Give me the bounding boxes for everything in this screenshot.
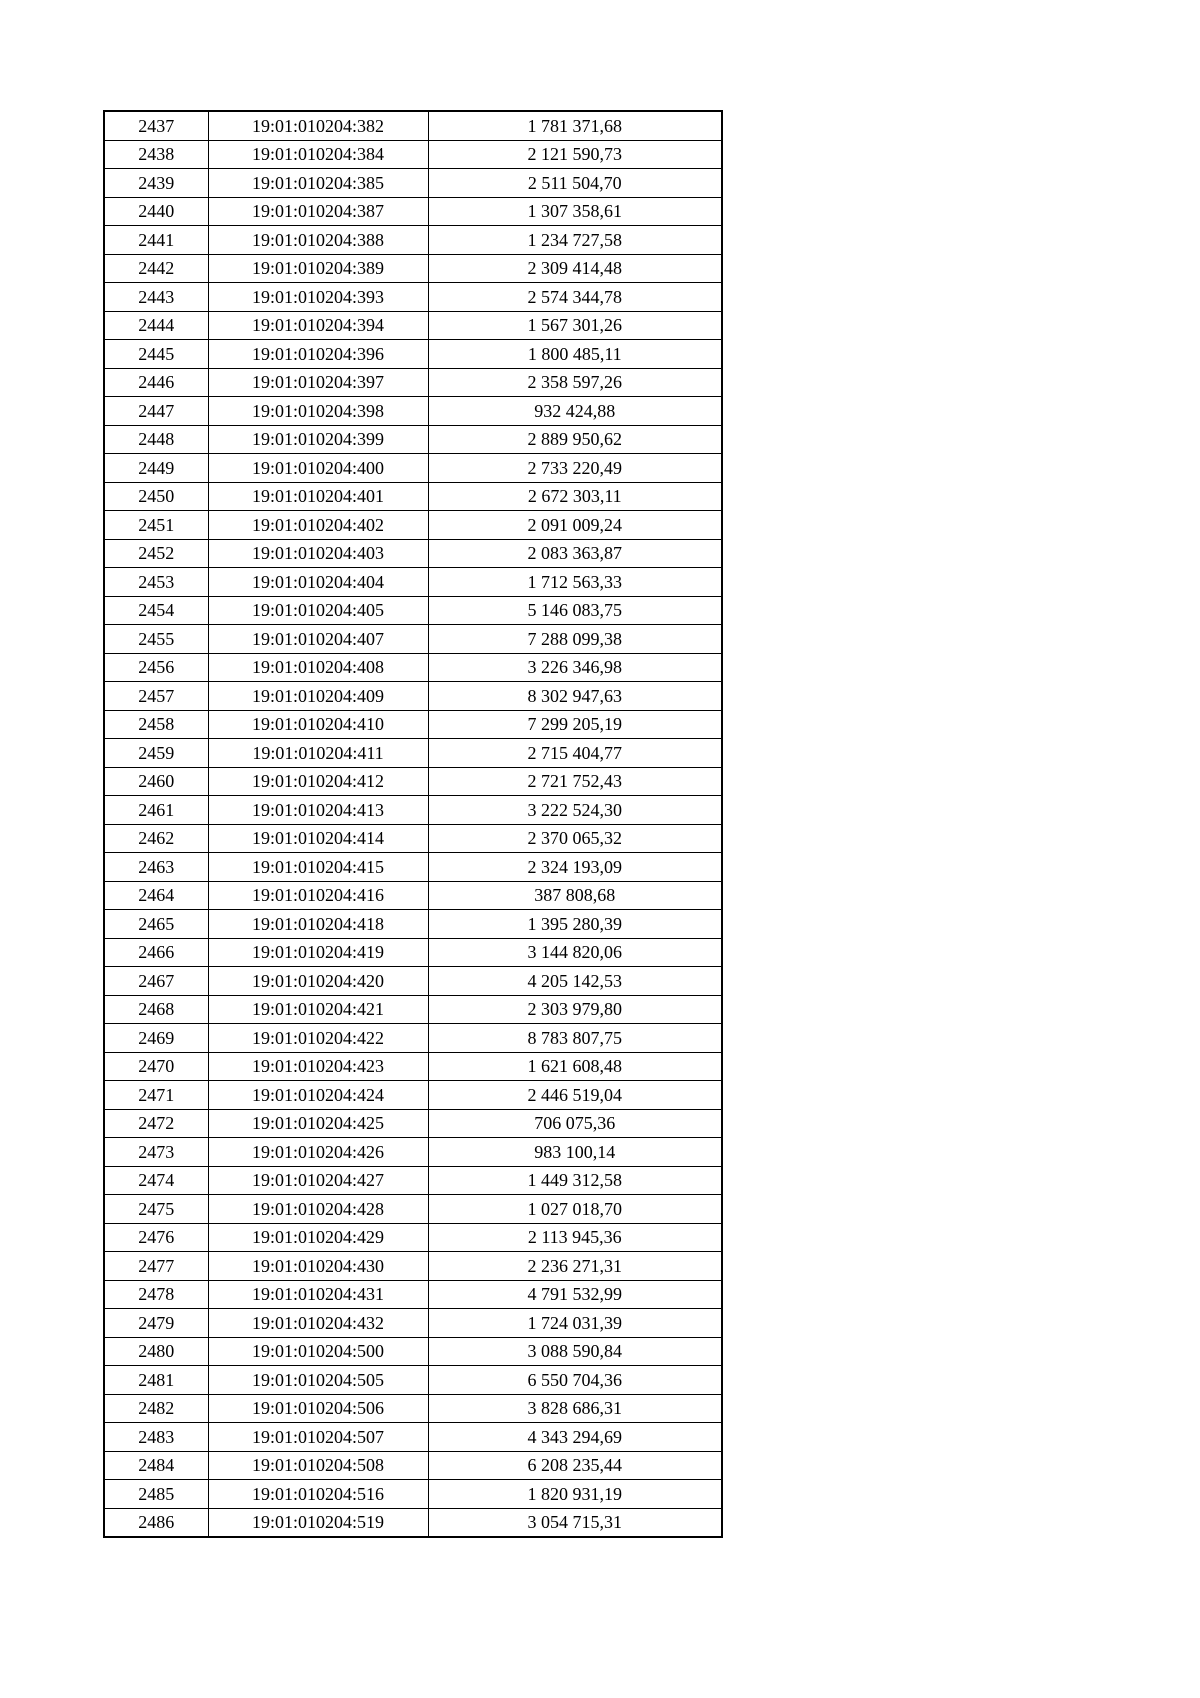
table-row bbox=[104, 596, 722, 625]
cadastral-number-cell: 19:01:010204:382 bbox=[208, 111, 428, 140]
table-row bbox=[104, 1480, 722, 1509]
cadastral-value-cell: 1 820 931,19 bbox=[428, 1480, 722, 1509]
cadastral-value-cell: 3 144 820,06 bbox=[428, 938, 722, 967]
cadastral-number-cell: 19:01:010204:431 bbox=[208, 1280, 428, 1309]
row-number-cell: 2453 bbox=[104, 568, 208, 597]
cadastral-value-cell: 706 075,36 bbox=[428, 1109, 722, 1138]
table-row bbox=[104, 226, 722, 255]
table-row bbox=[104, 340, 722, 369]
cadastral-number-cell: 19:01:010204:508 bbox=[208, 1451, 428, 1480]
table-row bbox=[104, 454, 722, 483]
cadastral-number-cell: 19:01:010204:398 bbox=[208, 397, 428, 426]
row-number-cell: 2455 bbox=[104, 625, 208, 654]
row-number-cell: 2447 bbox=[104, 397, 208, 426]
row-number-cell: 2470 bbox=[104, 1052, 208, 1081]
cadastral-value-cell: 1 712 563,33 bbox=[428, 568, 722, 597]
cadastral-number-cell: 19:01:010204:407 bbox=[208, 625, 428, 654]
table-row bbox=[104, 539, 722, 568]
row-number-cell: 2484 bbox=[104, 1451, 208, 1480]
cadastral-number-cell: 19:01:010204:506 bbox=[208, 1394, 428, 1423]
row-number-cell: 2480 bbox=[104, 1337, 208, 1366]
cadastral-number-cell: 19:01:010204:409 bbox=[208, 682, 428, 711]
cadastral-value-cell: 2 511 504,70 bbox=[428, 169, 722, 198]
table-row bbox=[104, 1366, 722, 1395]
cadastral-value-cell: 932 424,88 bbox=[428, 397, 722, 426]
row-number-cell: 2442 bbox=[104, 254, 208, 283]
cadastral-number-cell: 19:01:010204:432 bbox=[208, 1309, 428, 1338]
cadastral-number-cell: 19:01:010204:423 bbox=[208, 1052, 428, 1081]
row-number-cell: 2465 bbox=[104, 910, 208, 939]
cadastral-number-cell: 19:01:010204:516 bbox=[208, 1480, 428, 1509]
cadastral-value-cell: 2 324 193,09 bbox=[428, 853, 722, 882]
cadastral-value-cell: 1 307 358,61 bbox=[428, 197, 722, 226]
cadastral-value-cell: 2 370 065,32 bbox=[428, 824, 722, 853]
row-number-cell: 2446 bbox=[104, 368, 208, 397]
cadastral-value-cell: 1 395 280,39 bbox=[428, 910, 722, 939]
cadastral-value-cell: 2 446 519,04 bbox=[428, 1081, 722, 1110]
table-row bbox=[104, 739, 722, 768]
row-number-cell: 2438 bbox=[104, 140, 208, 169]
table-row bbox=[104, 397, 722, 426]
cadastral-value-cell: 2 715 404,77 bbox=[428, 739, 722, 768]
cadastral-number-cell: 19:01:010204:410 bbox=[208, 710, 428, 739]
cadastral-number-cell: 19:01:010204:415 bbox=[208, 853, 428, 882]
cadastral-number-cell: 19:01:010204:500 bbox=[208, 1337, 428, 1366]
cadastral-value-cell: 2 358 597,26 bbox=[428, 368, 722, 397]
cadastral-number-cell: 19:01:010204:425 bbox=[208, 1109, 428, 1138]
table-row bbox=[104, 140, 722, 169]
row-number-cell: 2449 bbox=[104, 454, 208, 483]
cadastral-value-cell: 8 783 807,75 bbox=[428, 1024, 722, 1053]
row-number-cell: 2472 bbox=[104, 1109, 208, 1138]
row-number-cell: 2469 bbox=[104, 1024, 208, 1053]
table-row bbox=[104, 568, 722, 597]
table-row bbox=[104, 1109, 722, 1138]
cadastral-value-cell: 3 226 346,98 bbox=[428, 653, 722, 682]
row-number-cell: 2462 bbox=[104, 824, 208, 853]
cadastral-number-cell: 19:01:010204:384 bbox=[208, 140, 428, 169]
row-number-cell: 2459 bbox=[104, 739, 208, 768]
cadastral-number-cell: 19:01:010204:396 bbox=[208, 340, 428, 369]
table-row bbox=[104, 767, 722, 796]
table-row bbox=[104, 682, 722, 711]
cadastral-value-cell: 2 083 363,87 bbox=[428, 539, 722, 568]
cadastral-number-cell: 19:01:010204:412 bbox=[208, 767, 428, 796]
cadastral-number-cell: 19:01:010204:421 bbox=[208, 995, 428, 1024]
table-row bbox=[104, 482, 722, 511]
cadastral-value-cell: 2 309 414,48 bbox=[428, 254, 722, 283]
row-number-cell: 2454 bbox=[104, 596, 208, 625]
cadastral-number-cell: 19:01:010204:505 bbox=[208, 1366, 428, 1395]
cadastral-number-cell: 19:01:010204:429 bbox=[208, 1223, 428, 1252]
table-row bbox=[104, 511, 722, 540]
cadastral-number-cell: 19:01:010204:385 bbox=[208, 169, 428, 198]
cadastral-value-cell: 2 574 344,78 bbox=[428, 283, 722, 312]
cadastral-value-cell: 4 791 532,99 bbox=[428, 1280, 722, 1309]
row-number-cell: 2467 bbox=[104, 967, 208, 996]
table-row bbox=[104, 796, 722, 825]
row-number-cell: 2456 bbox=[104, 653, 208, 682]
cadastral-number-cell: 19:01:010204:507 bbox=[208, 1423, 428, 1452]
cadastral-number-cell: 19:01:010204:427 bbox=[208, 1166, 428, 1195]
row-number-cell: 2450 bbox=[104, 482, 208, 511]
row-number-cell: 2479 bbox=[104, 1309, 208, 1338]
row-number-cell: 2437 bbox=[104, 111, 208, 140]
cadastral-number-cell: 19:01:010204:411 bbox=[208, 739, 428, 768]
cadastral-value-cell: 4 205 142,53 bbox=[428, 967, 722, 996]
table-row bbox=[104, 938, 722, 967]
row-number-cell: 2458 bbox=[104, 710, 208, 739]
table-row bbox=[104, 1280, 722, 1309]
table-row bbox=[104, 254, 722, 283]
cadastral-value-cell: 1 781 371,68 bbox=[428, 111, 722, 140]
row-number-cell: 2441 bbox=[104, 226, 208, 255]
table-row bbox=[104, 1081, 722, 1110]
cadastral-value-cell: 4 343 294,69 bbox=[428, 1423, 722, 1452]
row-number-cell: 2439 bbox=[104, 169, 208, 198]
cadastral-value-cell: 3 828 686,31 bbox=[428, 1394, 722, 1423]
table-row bbox=[104, 625, 722, 654]
row-number-cell: 2482 bbox=[104, 1394, 208, 1423]
cadastral-number-cell: 19:01:010204:419 bbox=[208, 938, 428, 967]
cadastral-value-cell: 2 091 009,24 bbox=[428, 511, 722, 540]
row-number-cell: 2476 bbox=[104, 1223, 208, 1252]
row-number-cell: 2473 bbox=[104, 1138, 208, 1167]
row-number-cell: 2463 bbox=[104, 853, 208, 882]
cadastral-value-cell: 2 889 950,62 bbox=[428, 425, 722, 454]
table-row bbox=[104, 853, 722, 882]
cadastral-number-cell: 19:01:010204:389 bbox=[208, 254, 428, 283]
cadastre-value-table bbox=[103, 110, 723, 1538]
cadastral-value-cell: 3 222 524,30 bbox=[428, 796, 722, 825]
table-body bbox=[104, 111, 722, 1537]
cadastral-value-cell: 6 208 235,44 bbox=[428, 1451, 722, 1480]
row-number-cell: 2471 bbox=[104, 1081, 208, 1110]
cadastral-value-cell: 1 449 312,58 bbox=[428, 1166, 722, 1195]
table-row bbox=[104, 1024, 722, 1053]
cadastral-number-cell: 19:01:010204:519 bbox=[208, 1508, 428, 1537]
cadastral-value-cell: 2 121 590,73 bbox=[428, 140, 722, 169]
cadastral-value-cell: 1 724 031,39 bbox=[428, 1309, 722, 1338]
row-number-cell: 2443 bbox=[104, 283, 208, 312]
cadastral-value-cell: 1 027 018,70 bbox=[428, 1195, 722, 1224]
table-row bbox=[104, 1423, 722, 1452]
table-row bbox=[104, 710, 722, 739]
table-row bbox=[104, 197, 722, 226]
cadastral-number-cell: 19:01:010204:399 bbox=[208, 425, 428, 454]
cadastral-value-cell: 2 236 271,31 bbox=[428, 1252, 722, 1281]
cadastral-number-cell: 19:01:010204:387 bbox=[208, 197, 428, 226]
table-row bbox=[104, 169, 722, 198]
cadastral-number-cell: 19:01:010204:403 bbox=[208, 539, 428, 568]
cadastral-value-cell: 2 733 220,49 bbox=[428, 454, 722, 483]
table-row bbox=[104, 283, 722, 312]
cadastral-value-cell: 387 808,68 bbox=[428, 881, 722, 910]
row-number-cell: 2444 bbox=[104, 311, 208, 340]
cadastral-number-cell: 19:01:010204:400 bbox=[208, 454, 428, 483]
cadastral-value-cell: 6 550 704,36 bbox=[428, 1366, 722, 1395]
cadastral-value-cell: 7 299 205,19 bbox=[428, 710, 722, 739]
table-row bbox=[104, 1223, 722, 1252]
cadastral-number-cell: 19:01:010204:414 bbox=[208, 824, 428, 853]
row-number-cell: 2477 bbox=[104, 1252, 208, 1281]
table-row bbox=[104, 111, 722, 140]
cadastral-value-cell: 2 721 752,43 bbox=[428, 767, 722, 796]
table-row bbox=[104, 1508, 722, 1537]
cadastral-value-cell: 2 113 945,36 bbox=[428, 1223, 722, 1252]
row-number-cell: 2440 bbox=[104, 197, 208, 226]
cadastral-number-cell: 19:01:010204:428 bbox=[208, 1195, 428, 1224]
table-row bbox=[104, 368, 722, 397]
cadastral-value-cell: 2 672 303,11 bbox=[428, 482, 722, 511]
cadastral-number-cell: 19:01:010204:413 bbox=[208, 796, 428, 825]
cadastral-number-cell: 19:01:010204:408 bbox=[208, 653, 428, 682]
table-row bbox=[104, 653, 722, 682]
cadastral-number-cell: 19:01:010204:418 bbox=[208, 910, 428, 939]
cadastral-value-cell: 983 100,14 bbox=[428, 1138, 722, 1167]
cadastral-number-cell: 19:01:010204:397 bbox=[208, 368, 428, 397]
row-number-cell: 2468 bbox=[104, 995, 208, 1024]
row-number-cell: 2481 bbox=[104, 1366, 208, 1395]
cadastral-number-cell: 19:01:010204:420 bbox=[208, 967, 428, 996]
cadastral-value-cell: 1 621 608,48 bbox=[428, 1052, 722, 1081]
cadastral-value-cell: 7 288 099,38 bbox=[428, 625, 722, 654]
row-number-cell: 2485 bbox=[104, 1480, 208, 1509]
table-row bbox=[104, 1451, 722, 1480]
cadastral-number-cell: 19:01:010204:405 bbox=[208, 596, 428, 625]
table-row bbox=[104, 910, 722, 939]
cadastral-number-cell: 19:01:010204:426 bbox=[208, 1138, 428, 1167]
row-number-cell: 2461 bbox=[104, 796, 208, 825]
row-number-cell: 2466 bbox=[104, 938, 208, 967]
cadastral-value-cell: 5 146 083,75 bbox=[428, 596, 722, 625]
cadastral-number-cell: 19:01:010204:422 bbox=[208, 1024, 428, 1053]
table-row bbox=[104, 881, 722, 910]
table-row bbox=[104, 1394, 722, 1423]
cadastral-value-cell: 3 088 590,84 bbox=[428, 1337, 722, 1366]
table-row bbox=[104, 1252, 722, 1281]
table-row bbox=[104, 995, 722, 1024]
row-number-cell: 2445 bbox=[104, 340, 208, 369]
row-number-cell: 2474 bbox=[104, 1166, 208, 1195]
cadastral-number-cell: 19:01:010204:404 bbox=[208, 568, 428, 597]
cadastral-number-cell: 19:01:010204:424 bbox=[208, 1081, 428, 1110]
row-number-cell: 2460 bbox=[104, 767, 208, 796]
row-number-cell: 2464 bbox=[104, 881, 208, 910]
cadastral-value-cell: 8 302 947,63 bbox=[428, 682, 722, 711]
row-number-cell: 2451 bbox=[104, 511, 208, 540]
table-row bbox=[104, 311, 722, 340]
table-row bbox=[104, 967, 722, 996]
cadastral-value-cell: 1 567 301,26 bbox=[428, 311, 722, 340]
table-row bbox=[104, 1309, 722, 1338]
cadastral-number-cell: 19:01:010204:416 bbox=[208, 881, 428, 910]
table-row bbox=[104, 1166, 722, 1195]
table-row bbox=[104, 1337, 722, 1366]
cadastral-number-cell: 19:01:010204:430 bbox=[208, 1252, 428, 1281]
cadastral-number-cell: 19:01:010204:388 bbox=[208, 226, 428, 255]
row-number-cell: 2452 bbox=[104, 539, 208, 568]
cadastral-value-cell: 1 234 727,58 bbox=[428, 226, 722, 255]
cadastral-number-cell: 19:01:010204:394 bbox=[208, 311, 428, 340]
table-row bbox=[104, 1195, 722, 1224]
cadastral-number-cell: 19:01:010204:402 bbox=[208, 511, 428, 540]
table-row bbox=[104, 1138, 722, 1167]
table-row bbox=[104, 1052, 722, 1081]
cadastral-value-cell: 1 800 485,11 bbox=[428, 340, 722, 369]
cadastral-value-cell: 3 054 715,31 bbox=[428, 1508, 722, 1537]
row-number-cell: 2483 bbox=[104, 1423, 208, 1452]
cadastral-number-cell: 19:01:010204:393 bbox=[208, 283, 428, 312]
row-number-cell: 2448 bbox=[104, 425, 208, 454]
row-number-cell: 2478 bbox=[104, 1280, 208, 1309]
row-number-cell: 2457 bbox=[104, 682, 208, 711]
table-row bbox=[104, 824, 722, 853]
table-row bbox=[104, 425, 722, 454]
row-number-cell: 2486 bbox=[104, 1508, 208, 1537]
cadastral-value-cell: 2 303 979,80 bbox=[428, 995, 722, 1024]
cadastral-number-cell: 19:01:010204:401 bbox=[208, 482, 428, 511]
row-number-cell: 2475 bbox=[104, 1195, 208, 1224]
